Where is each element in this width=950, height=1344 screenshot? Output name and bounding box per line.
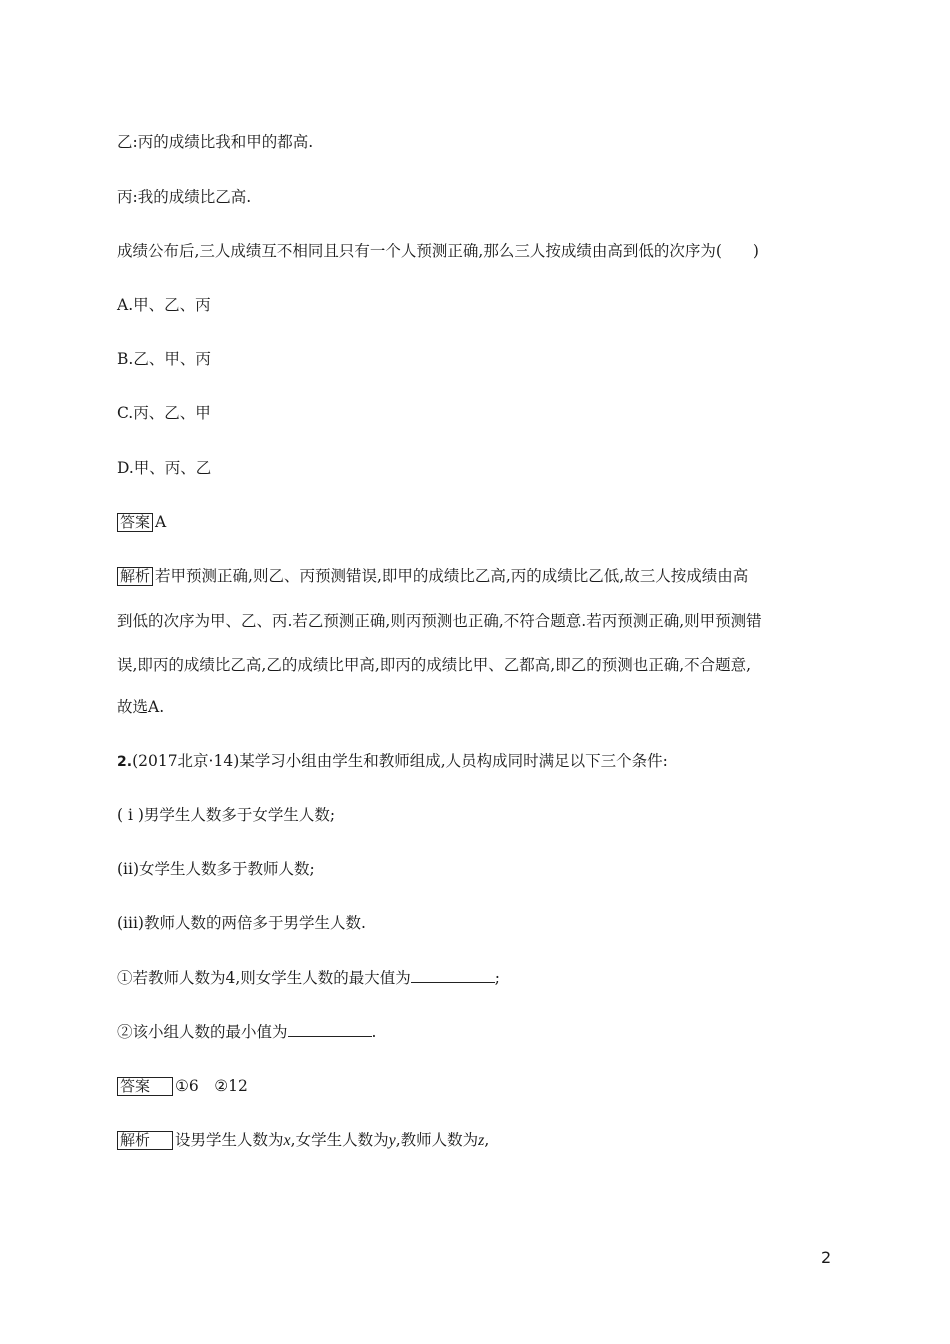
sub1-prefix: ①若教师人数为4,则女学生人数的最大值为 <box>117 969 411 987</box>
condition-3 <box>117 913 366 933</box>
question1-answer-row <box>117 512 166 532</box>
analysis-label: 解析 <box>117 1131 173 1150</box>
question2-answer-row <box>117 1076 248 1096</box>
question1-stem: 成绩公布后,三人成绩互不相同且只有一个人预测正确,那么三人按成绩由高到低的次序为( ) <box>117 242 759 260</box>
variable-x: x <box>283 1132 291 1149</box>
condition-label: (ii) <box>117 860 140 878</box>
question1-analysis-line-2: 到低的次序为甲、乙、丙.若乙预测正确,则丙预测也正确,不符合题意.若丙预测正确,则甲预测错 <box>117 612 762 630</box>
condition-1 <box>117 805 335 825</box>
answer-label: 答案 <box>117 1077 173 1096</box>
sub1-suffix: ; <box>494 969 501 987</box>
question2-analysis-row <box>117 1130 489 1151</box>
condition-text: 教师人数的两倍多于男学生人数. <box>143 914 366 932</box>
page-number: 2 <box>821 1248 832 1267</box>
sub-question-2 <box>117 1022 376 1042</box>
sub2-suffix: . <box>371 1023 377 1041</box>
analysis-text: ,女学生人数为 <box>290 1131 389 1149</box>
variable-z: z <box>478 1132 485 1149</box>
question1-analysis-line-3: 误,即丙的成绩比乙高,乙的成绩比甲高,即丙的成绩比甲、乙都高,即乙的预测也正确,不合题意, <box>117 656 752 674</box>
condition-text: 女学生人数多于教师人数; <box>139 860 315 878</box>
answer-value: A <box>155 513 167 531</box>
question1-analysis-line-1 <box>117 566 748 586</box>
statement-bing: 丙:我的成绩比乙高. <box>117 188 252 206</box>
analysis-label: 解析 <box>117 567 153 586</box>
option-b: B.乙、甲、丙 <box>117 350 211 368</box>
answer-blank-1[interactable] <box>411 968 495 983</box>
answer-value: ①6 ②12 <box>175 1077 248 1095</box>
condition-2 <box>117 859 315 879</box>
condition-label: ( i ) <box>117 806 144 824</box>
condition-text: 男学生人数多于女学生人数; <box>143 806 336 824</box>
answer-blank-2[interactable] <box>288 1022 372 1037</box>
analysis-text: 设男学生人数为 <box>175 1131 284 1149</box>
variable-y: y <box>388 1132 396 1149</box>
answer-label: 答案 <box>117 513 153 532</box>
question1-analysis-line-4: 故选A. <box>117 698 165 716</box>
analysis-text: ,教师人数为 <box>395 1131 479 1149</box>
option-d: D.甲、丙、乙 <box>117 459 212 477</box>
option-a: A.甲、乙、丙 <box>117 296 211 314</box>
sub2-prefix: ②该小组人数的最小值为 <box>117 1023 288 1041</box>
question2-number: 2. <box>117 754 133 770</box>
statement-yi: 乙:丙的成绩比我和甲的都高. <box>117 133 314 151</box>
question2-stem: (2017北京·14)某学习小组由学生和教师组成,人员构成同时满足以下三个条件: <box>132 752 668 770</box>
condition-label: (iii) <box>117 914 144 932</box>
question2-stem-row <box>117 751 668 772</box>
analysis-text: 若甲预测正确,则乙、丙预测错误,即甲的成绩比乙高,丙的成绩比乙低,故三人按成绩由高 <box>155 567 749 585</box>
analysis-text: , <box>484 1131 490 1149</box>
sub-question-1 <box>117 968 500 988</box>
option-c: C.丙、乙、甲 <box>117 404 211 422</box>
